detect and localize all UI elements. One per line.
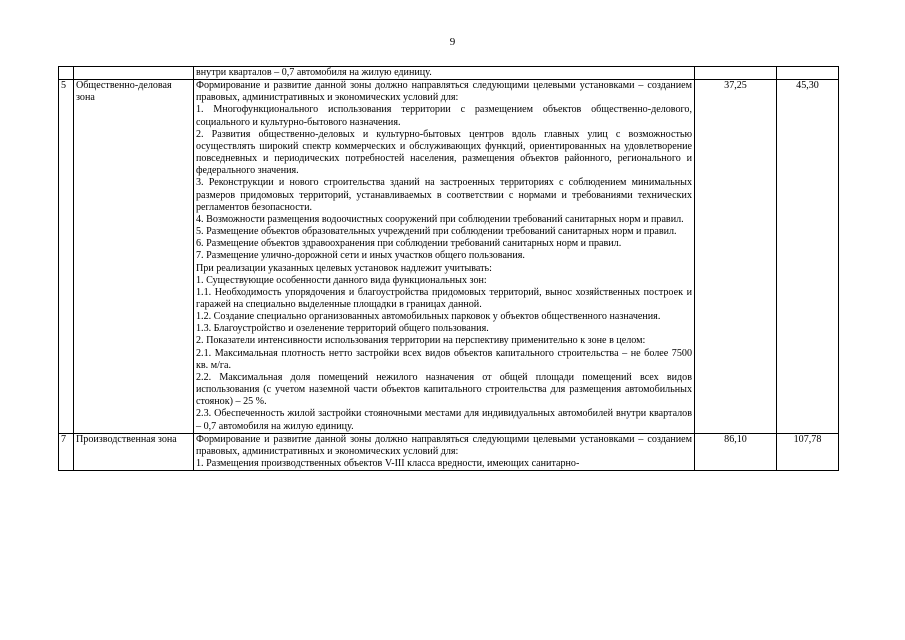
description-paragraph: Формирование и развитие данной зоны должно направляться следующими целевыми установками – созданием правовых, административных и экономических условий для: [196,433,692,457]
value-planned: 107,78 [777,433,839,470]
table-row [59,80,839,434]
description-paragraph: 7. Размещение улично-дорожной сети и иных участков общего пользования. [196,250,525,262]
zone-name: Производственная зона [74,433,194,470]
value-existing [695,67,777,80]
value-existing: 86,10 [695,433,777,470]
value-planned: 45,30 [777,80,839,434]
description-paragraph: 1.3. Благоустройство и озеленение территорий общего пользования. [196,323,489,335]
description-paragraph: 1.1. Необходимость упорядочения и благоустройства придомовых территорий, вынос хозяйственных построек и гаражей на специально выделенные площадки в границах данной. [196,286,692,310]
description-paragraph: 3. Реконструкции и нового строительства зданий на застроенных территориях с соблюдением минимальных размеров придомовых территорий, устанавливаемых в соответствии с нормами и требованиями технических регламентов безопасности. [196,177,692,213]
description-paragraph: 2. Развития общественно-деловых и культурно-бытовых центров вдоль главных улиц с возможностью осуществлять широкий спектр коммерческих и обслуживающих функций, ориентированных на удовлетворение повседневных и периодических потребностей населения, размещения объектов районного, регионального и федерального значения. [196,128,692,177]
description-paragraph: 2.3. Обеспеченность жилой застройки стояночными местами для индивидуальных автомобилей внутри кварталов – 0,7 автомобиля на жилую единицу. [196,408,692,432]
description-paragraph: 5. Размещение объектов образовательных учреждений при соблюдении требований санитарных норм и правил. [196,226,677,238]
zone-description [194,67,695,80]
value-existing: 37,25 [695,80,777,434]
zone-description [194,80,695,434]
description-paragraph: внутри кварталов – 0,7 автомобиля на жилую единицу. [196,67,432,78]
row-number [59,67,74,80]
value-planned [777,67,839,80]
table-row [59,67,839,80]
row-number: 7 [59,433,74,470]
description-paragraph: 2. Показатели интенсивности использования территории на перспективу применительно к зоне в целом: [196,335,646,347]
description-paragraph: 1. Размещения производственных объектов V-III класса вредности, имеющих санитарно- [196,458,580,469]
page-number: 9 [449,36,456,48]
description-paragraph: 1. Существующие особенности данного вида функциональных зон: [196,274,487,286]
description-paragraph: 1.2. Создание специально организованных автомобильных парковок у объектов общественного назначения. [196,311,661,323]
zone-name: Общественно-деловая зона [74,80,194,434]
description-paragraph: 4. Возможности размещения водоочистных сооружений при соблюдении требований санитарных норм и правил. [196,213,684,225]
description-paragraph: Формирование и развитие данной зоны должно направляться следующими целевыми установками – созданием правовых, административных и экономических условий для: [196,80,692,104]
description-paragraph: 2.2. Максимальная доля помещений нежилого назначения от общей площади помещений всех видов использования (с учетом наземной части объектов капитального строительства для размещения автомобильных стоянок) – 25 %. [196,371,692,408]
row-number: 5 [59,80,74,434]
description-paragraph: 2.1. Максимальная плотность нетто застройки всех видов объектов капитального строительства – не более 7500 кв. м/га. [196,347,692,371]
zones-table [58,66,839,471]
description-paragraph: При реализации указанных целевых установок надлежит учитывать: [196,262,492,274]
zone-description [194,433,695,470]
description-paragraph: 1. Многофункционального использования территории с размещением объектов общественно-делового, социального и культурно-бытового назначения. [196,104,692,128]
description-paragraph: 6. Размещение объектов здравоохранения при соблюдении требований санитарных норм и правил. [196,238,622,250]
table-row [59,433,839,470]
zone-name [74,67,194,80]
